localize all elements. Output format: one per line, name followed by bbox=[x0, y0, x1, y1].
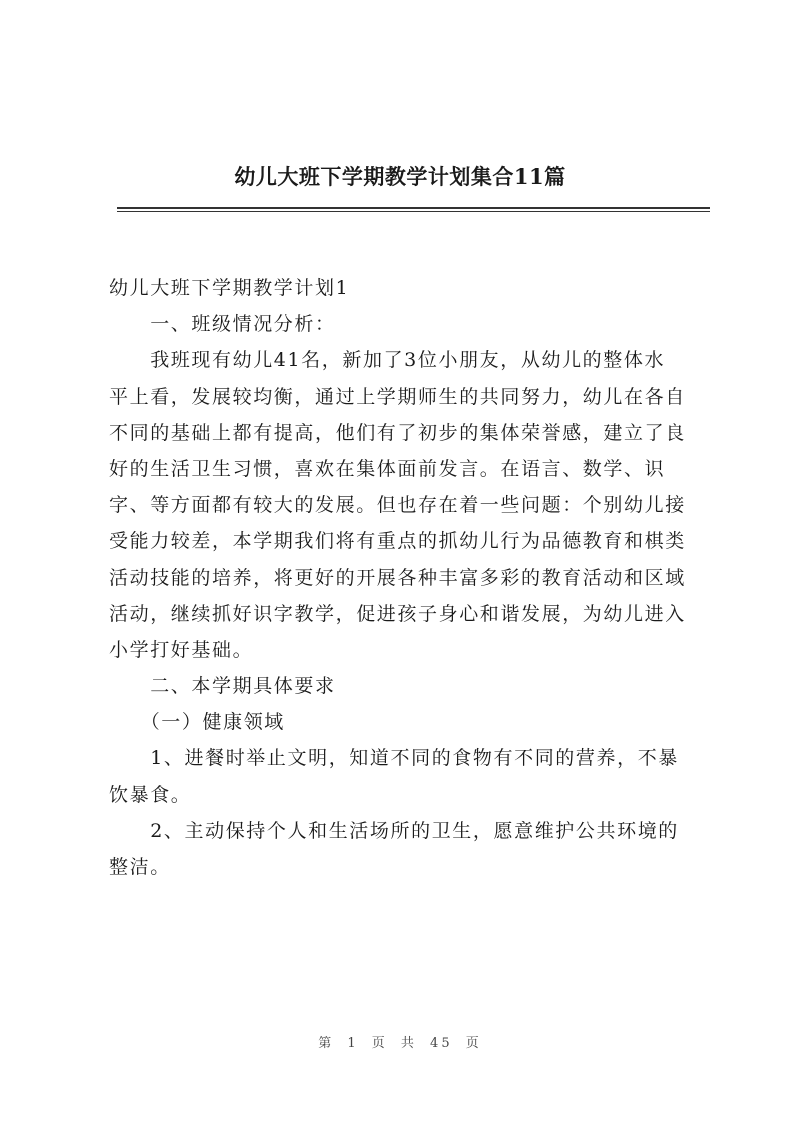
list-item-line: 整洁。 bbox=[109, 856, 171, 878]
paragraph-line: 好的生活卫生习惯，喜欢在集体面前发言。在语言、数学、识 bbox=[109, 457, 666, 480]
paragraph-line: 活动技能的培养，将更好的开展各种丰富多彩的教育活动和区域 bbox=[109, 566, 686, 589]
paragraph-line: 我班现有幼儿41名，新加了3位小朋友，从幼儿的整体水 bbox=[109, 349, 666, 372]
subsection-heading: 二、本学期具体要求 bbox=[109, 675, 336, 698]
page-number-footer: 第 1 页 共 45 页 bbox=[318, 1036, 482, 1051]
paragraph-line: 小学打好基础。 bbox=[109, 638, 254, 661]
paragraph-line: 受能力较差，本学期我们将有重点的抓幼儿行为品德教育和棋类 bbox=[109, 530, 686, 553]
paragraph-line: 活动，继续抓好识字教学，促进孩子身心和谐发展，为幼儿进入 bbox=[109, 602, 686, 625]
document-body bbox=[109, 270, 709, 885]
section-heading: 幼儿大班下学期教学计划1 bbox=[109, 277, 350, 299]
list-item-line: 1、进餐时举止文明，知道不同的食物有不同的营养，不暴 bbox=[109, 747, 679, 770]
document-title: 幼儿大班下学期教学计划集合11篇 bbox=[234, 164, 566, 189]
subsection-heading: （一）健康领域 bbox=[109, 711, 285, 734]
list-item-line: 2、主动保持个人和生活场所的卫生，愿意维护公共环境的 bbox=[109, 819, 679, 842]
list-item-line: 饮暴食。 bbox=[109, 783, 192, 806]
paragraph-line: 不同的基础上都有提高，他们有了初步的集体荣誉感，建立了良 bbox=[109, 421, 686, 444]
paragraph-line: 平上看，发展较均衡，通过上学期师生的共同努力，幼儿在各自 bbox=[109, 385, 686, 408]
title-divider bbox=[117, 207, 710, 212]
subsection-heading: 一、班级情况分析： bbox=[109, 313, 336, 336]
paragraph-line: 字、等方面都有较大的发展。但也存在着一些问题：个别幼儿接 bbox=[109, 494, 686, 517]
